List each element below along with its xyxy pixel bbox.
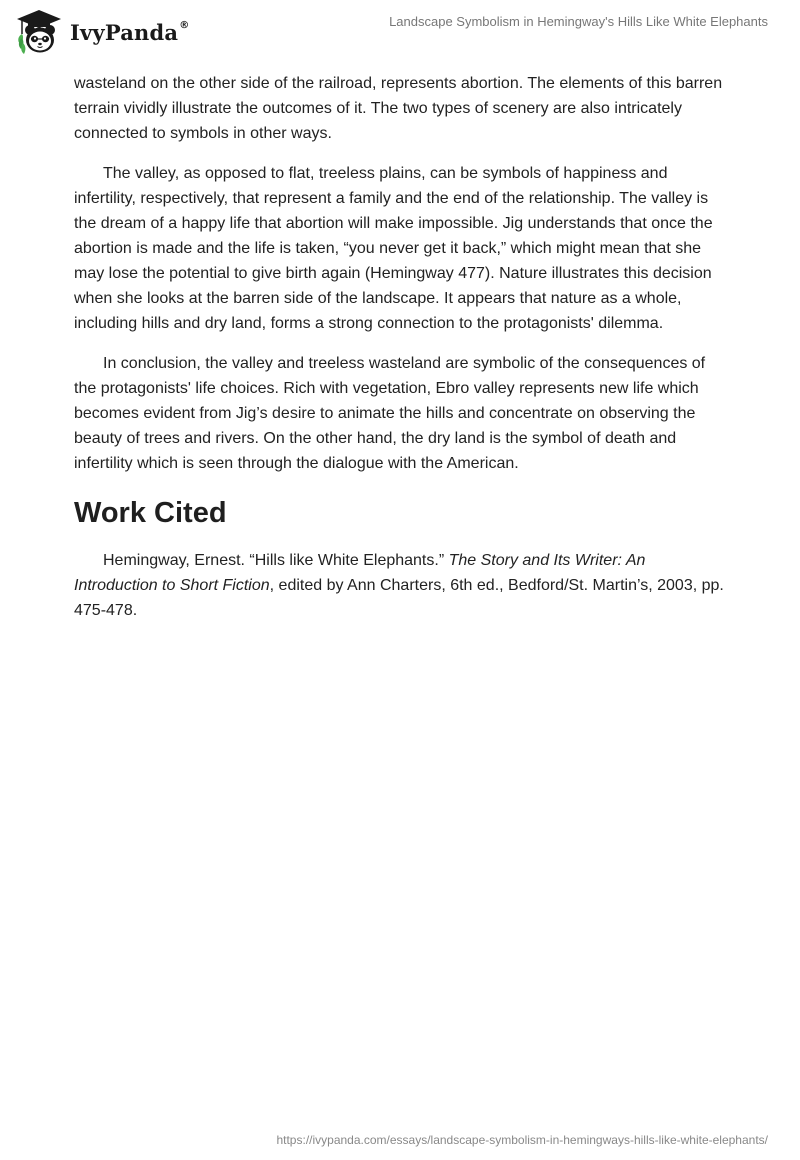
body-paragraph-2: The valley, as opposed to flat, treeless plains, can be symbols of happiness and infertility, respectively, that represent a family and the end of the relationship. The valley is the dream of a happy life that abortion will make impossible. Jig understands that once the abortion is made and the life is taken, “you never get it back,” which might mean that she may lose the potential to give birth again (Hemingway 477). Nature illustrates this decision when she looks at the barren side of the landscape. It appears that nature as a whole, including hills and dry land, forms a strong connection to the protagonists' dilemma.	[74, 165, 713, 332]
page-header	[0, 0, 800, 70]
source-url-link[interactable]: https://ivypanda.com/essays/landscape-symbolism-in-hemingways-hills-like-white-elephants/	[276, 1133, 768, 1147]
panda-graduate-logo-icon	[14, 8, 64, 56]
citation-book-title: The Story and Its Writer: An Introduction to Short Fiction	[74, 552, 646, 594]
citation-publication-details: , edited by Ann Charters, 6th ed., Bedford/St. Martin’s, 2003, pp. 475-478.	[74, 577, 724, 619]
ivypanda-logo[interactable]	[14, 8, 189, 56]
document-title: Landscape Symbolism in Hemingway's Hills Like White Elephants	[389, 14, 768, 29]
citation-author-title: Hemingway, Ernest. “Hills like White Elephants.”	[103, 552, 449, 569]
registered-mark: ®	[179, 19, 190, 31]
citation-entry	[74, 548, 726, 623]
essay-content	[74, 71, 726, 623]
logo-wordmark	[70, 20, 189, 45]
body-paragraph-3: In conclusion, the valley and treeless wasteland are symbolic of the consequences of the protagonists' life choices. Rich with vegetation, Ebro valley represents new life which becomes evident from Jig’s desire to animate the hills and concentrate on observing the beauty of trees and rivers. On the other hand, the dry land is the symbol of death and infertility which is seen through the dialogue with the American.	[74, 355, 706, 472]
body-paragraph-1: wasteland on the other side of the railroad, represents abortion. The elements of this barren terrain vividly illustrate the outcomes of it. The two types of scenery are also intricately connected to symbols in other ways.	[74, 75, 723, 142]
works-cited-heading: Work Cited	[74, 497, 227, 529]
logo-text: IvyPanda	[70, 19, 179, 45]
